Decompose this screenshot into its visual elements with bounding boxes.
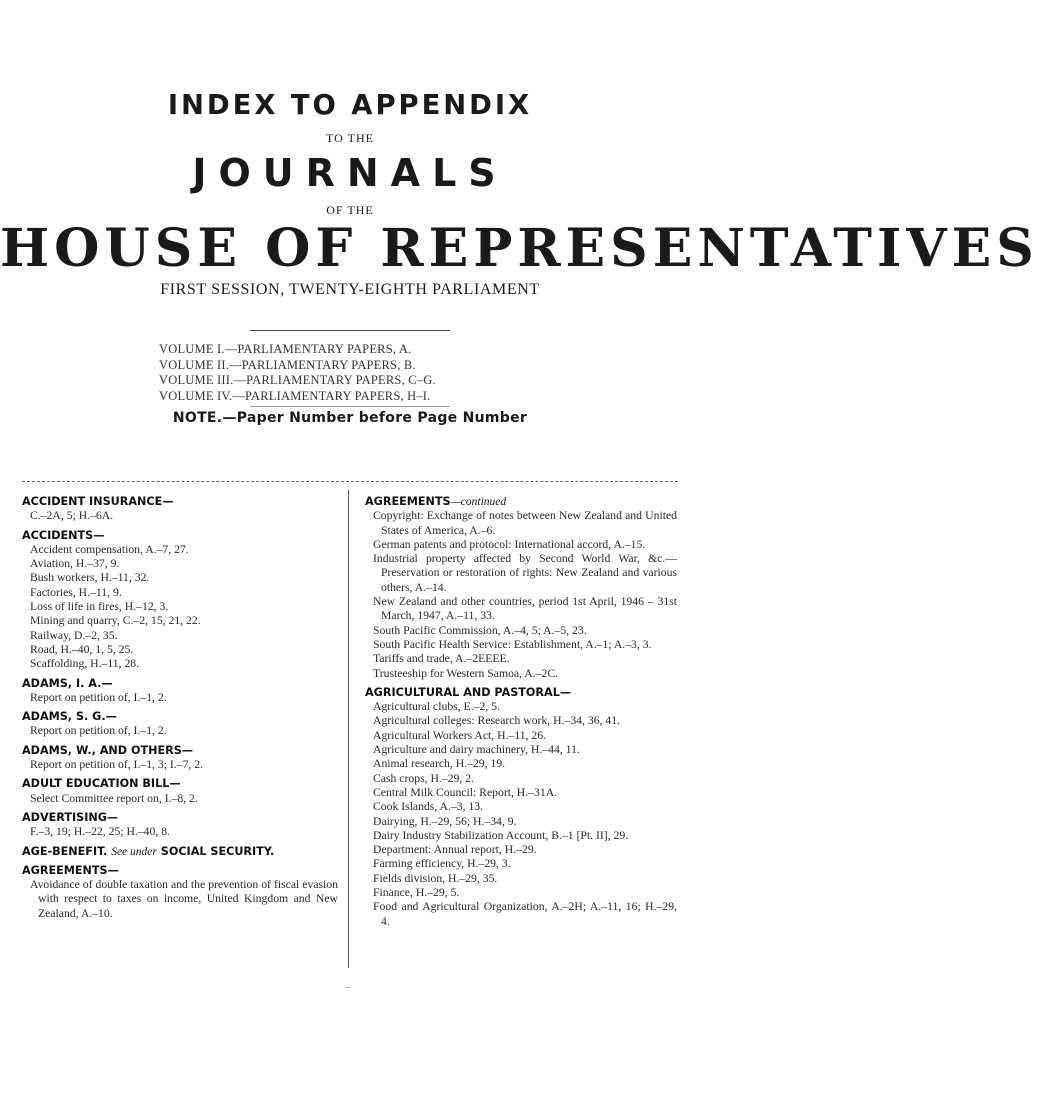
- entry-reference: Cash crops, H.–29, 2.: [373, 771, 474, 785]
- index-entry: [22, 777, 338, 806]
- entry-reference: Avoidance of double taxation and the prevention of fiscal evasion with respect to taxes on income, United Kingdom and New Zealand, A.–10.: [30, 878, 338, 920]
- volume-line: VOLUME I.—PARLIAMENTARY PAPERS, A.: [159, 342, 412, 356]
- entry-reference: Accident compensation, A.–7, 27.: [30, 542, 189, 556]
- paper-number-note: NOTE.—Paper Number before Page Number: [172, 410, 528, 426]
- index-entry: [22, 864, 338, 921]
- page-mark: –: [345, 982, 350, 993]
- entry-reference: Tariffs and trade, A.–2EEEE.: [373, 652, 510, 666]
- entry-heading: ADAMS, I. A.—: [22, 676, 113, 690]
- entry-reference: Mining and quarry, C.–2, 15, 21, 22.: [30, 614, 201, 628]
- entry-reference: Road, H.–40, 1, 5, 25.: [30, 642, 134, 656]
- index-column-right: [365, 495, 677, 934]
- entry-reference: Select Committee report on, I.–8, 2.: [30, 791, 198, 805]
- index-title: INDEX TO APPENDIX: [167, 88, 533, 121]
- entry-heading: ADULT EDUCATION BILL—: [22, 777, 181, 791]
- entry-heading: ADAMS, S. G.—: [22, 710, 117, 724]
- entry-reference: Dairy Industry Stabilization Account, B.–1 [Pt. II], 29.: [373, 828, 629, 842]
- journals-title: JOURNALS: [192, 151, 508, 195]
- column-divider: [348, 490, 349, 968]
- index-entry: [365, 686, 677, 929]
- index-entry: [22, 677, 338, 706]
- title-connector-to-the: TO THE: [326, 131, 374, 145]
- entry-reference: Farming efficiency, H.–29, 3.: [373, 857, 511, 871]
- see-under-text: See under: [111, 845, 157, 858]
- entry-reference: Industrial property affected by Second World War, &c.—Preservation or restoration of rights: New Zealand and various others, A.–14.: [373, 552, 677, 594]
- index-top-rule: [22, 481, 678, 482]
- entry-heading-text: AGE-BENEFIT.: [22, 844, 108, 858]
- entry-reference: Scaffolding, H.–11, 28.: [30, 657, 140, 671]
- entry-heading: [365, 495, 677, 509]
- entry-heading: ADVERTISING—: [22, 810, 119, 824]
- entry-reference: Railway, D.–2, 35.: [30, 628, 118, 642]
- index-column-left: [22, 495, 338, 926]
- index-entry: [22, 495, 338, 524]
- index-entry: [22, 529, 338, 672]
- volume-line: VOLUME II.—PARLIAMENTARY PAPERS, B.: [159, 357, 416, 372]
- entry-reference: Report on petition of, I.–1, 2.: [30, 690, 167, 704]
- volume-line: VOLUME IV.—PARLIAMENTARY PAPERS, H–I.: [159, 388, 431, 403]
- index-entry: [22, 744, 338, 773]
- entry-reference: Dairying, H.–29, 56; H.–34, 9.: [373, 814, 517, 828]
- entry-reference: Loss of life in fires, H.–12, 3.: [30, 600, 169, 614]
- index-entry: [22, 845, 338, 859]
- entry-reference: Fields division, H.–29, 35.: [373, 871, 498, 885]
- entry-heading: AGRICULTURAL AND PASTORAL—: [365, 685, 572, 699]
- cross-reference: SOCIAL SECURITY.: [160, 844, 275, 858]
- volume-line: VOLUME III.—PARLIAMENTARY PAPERS, C–G.: [159, 373, 436, 387]
- session-subtitle: FIRST SESSION, TWENTY-EIGHTH PARLIAMENT: [160, 281, 540, 298]
- entry-heading: AGREEMENTS—: [22, 863, 119, 877]
- entry-reference: Report on petition of, I.–1, 2.: [30, 724, 167, 738]
- entry-reference: German patents and protocol: International accord, A.–15.: [373, 537, 646, 551]
- entry-reference: Agriculture and dairy machinery, H.–44, 11.: [373, 743, 580, 757]
- continued-marker: —continued: [450, 496, 507, 508]
- entry-reference: New Zealand and other countries, period 1st April, 1946 – 31st March, 1947, A.–11, 33.: [373, 595, 677, 623]
- title-connector-of-the: OF THE: [326, 203, 374, 217]
- index-entry: [365, 495, 677, 681]
- entry-reference: Agricultural Workers Act, H.–11, 26.: [373, 728, 547, 742]
- entry-reference: Trusteeship for Western Samoa, A.–2C.: [373, 666, 559, 680]
- entry-heading-text: AGREEMENTS: [365, 495, 451, 508]
- entry-reference: Bush workers, H.–11, 32.: [30, 571, 150, 585]
- entry-heading: [22, 845, 338, 859]
- entry-reference: Aviation, H.–37, 9.: [30, 557, 120, 571]
- entry-reference: Animal research, H.–29, 19.: [373, 757, 506, 771]
- entry-reference: Factories, H.–11, 9.: [30, 585, 122, 599]
- entry-reference: Department: Annual report, H.–29.: [373, 843, 537, 857]
- index-entry: [22, 811, 338, 840]
- entry-reference: Agricultural colleges: Research work, H.–34, 36, 41.: [373, 714, 620, 728]
- entry-heading: ACCIDENTS—: [22, 528, 105, 542]
- entry-reference: C.–2A, 5; H.–6A.: [30, 509, 114, 523]
- entry-heading: ADAMS, W., AND OTHERS—: [22, 743, 193, 757]
- entry-heading: ACCIDENT INSURANCE—: [22, 495, 174, 508]
- entry-reference: South Pacific Commission, A.–4, 5; A.–5, 23.: [373, 623, 587, 637]
- volume-list: [159, 342, 436, 404]
- entry-reference: Cook Islands, A.–3, 13.: [373, 800, 484, 814]
- entry-reference: Copyright: Exchange of notes between New Zealand and United States of America, A.–6.: [373, 509, 677, 537]
- entry-reference: Finance, H.–29, 5.: [373, 886, 460, 900]
- house-title: HOUSE OF REPRESENTATIVES: [0, 218, 1039, 279]
- volume-top-rule: [250, 330, 450, 331]
- entry-reference: Central Milk Council: Report, H.–31A.: [373, 785, 558, 799]
- index-entry: [22, 710, 338, 739]
- entry-reference: F.–3, 19; H.–22, 25; H.–40, 8.: [30, 825, 170, 839]
- entry-reference: Food and Agricultural Organization, A.–2H; A.–11, 16; H.–29, 4.: [373, 900, 677, 928]
- entry-reference: Agricultural clubs, E.–2, 5.: [373, 700, 500, 714]
- entry-reference: South Pacific Health Service: Establishment, A.–1; A.–3, 3.: [373, 637, 652, 651]
- volume-bottom-rule: [250, 406, 450, 407]
- entry-reference: Report on petition of, I.–1, 3; I.–7, 2.: [30, 758, 204, 772]
